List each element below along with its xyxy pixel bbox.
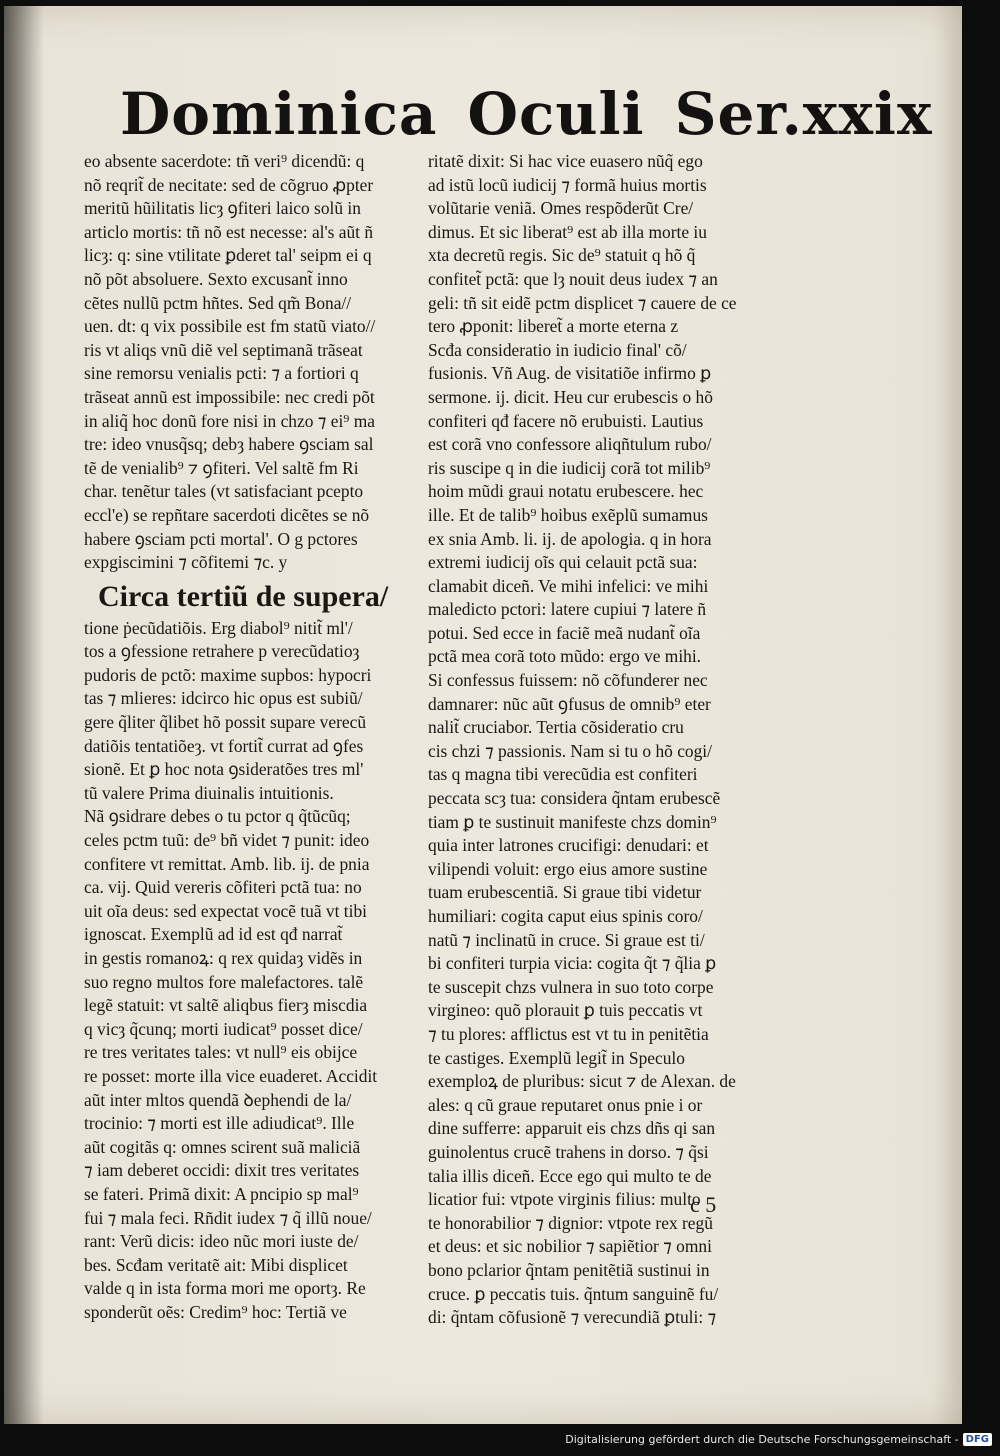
text-line: ris suscipe q in die iudicij corã tot milib⁹ (428, 457, 711, 478)
text-line: ris vt aliqs vnũ diẽ vel septimanã trãseat (84, 339, 363, 360)
text-line: licȝ: q: sine vtilitate ꝑderet tal' seipm ei q (84, 245, 372, 266)
text-line: dine sufferre: apparuit eis chzs dñs qi san (428, 1118, 716, 1139)
text-line: ⁊ iam deberet occidi: dixit tres veritates (84, 1160, 360, 1181)
text-line: ex snia Amb. li. ij. de apologia. q in hora (428, 528, 712, 549)
text-line: te suscepit chzs vulnera in suo toto corpe (428, 976, 714, 997)
text-line: aũt cogitãs q: omnes scirent suã maliciã (84, 1136, 361, 1157)
text-line: tiam ꝑ te sustinuit manifeste chzs domin⁹ (428, 811, 717, 832)
text-line: quia inter latrones crucifigi: denudari: et (428, 835, 709, 856)
text-line: tũ valere Prima diuinalis intuitionis. (84, 782, 334, 803)
text-line: eccl'e) se repñtare sacerdoti dicẽtes se nõ (84, 504, 370, 525)
text-line: in gestis romanoꝝ: q rex quidaȝ vidẽs in (84, 948, 363, 968)
text-line: uit oĩa deus: sed expectat vocẽ tuã vt tibi (84, 900, 367, 921)
dfg-logo: DFG (963, 1433, 992, 1446)
text-line: re tres veritates tales: vt null⁹ eis obijce (84, 1042, 358, 1063)
header-dominica: Dominica (120, 80, 438, 148)
text-line: sermone. ij. dicit. Heu cur erubescis o hõ (428, 386, 713, 407)
text-line: xta decretũ regis. Sic de⁹ statuit q hõ q̃ (428, 245, 696, 266)
text-line: confiteri qđ facere nõ erubuisti. Lautius (428, 410, 704, 431)
text-line: guinolentus crucẽ trahens in dorso. ⁊ q̃si (428, 1141, 709, 1162)
footer-credit: Digitalisierung gefördert durch die Deutsche Forschungsgemeinschaft - (565, 1432, 959, 1446)
text-line: sine remorsu venialis pcti: ⁊ a fortiori q (84, 363, 359, 384)
text-line: Scđa consideratio in iudicio final' cõ/ (428, 339, 687, 360)
text-line: sponderũt oẽs: Credim⁹ hoc: Tertiã ve (84, 1301, 347, 1322)
text-line: eo absente sacerdote: tñ veri⁹ dicendũ: q (84, 151, 365, 171)
text-line: ritatẽ dixit: Si hac vice euasero nũq̃ ego (428, 151, 703, 171)
text-line: di: q̃ntam cõfusionẽ ⁊ verecundiã ꝑtuli: ⁊ (428, 1307, 717, 1328)
text-line: meritũ hũilitatis licȝ ꝯfiteri laico solũ in (84, 198, 361, 219)
text-line: maledicto pctori: latere cupiui ⁊ latere ñ (428, 599, 707, 620)
text-line: tione ṗecũdatiõis. Erg diabol⁹ nitit̃ ml'/ (84, 617, 353, 638)
text-line: ille. Et de talib⁹ hoibus exẽplũ sumamus (428, 504, 708, 525)
text-line: extremi iudicij oĩs qui celauit pctã sua: (428, 552, 698, 573)
text-line: tero ꝓponit: liberet̃ a morte eterna z (428, 316, 679, 337)
text-line: tuam erubescentiã. Si graue tibi videtur (428, 882, 702, 903)
text-line: trãseat annũ est impossibile: nec credi põt (84, 386, 375, 407)
text-line: aũt inter mltos quendã ꝺephendi de la/ (84, 1089, 352, 1110)
text-line: virgineo: quõ plorauit ꝑ tuis peccatis vt (428, 1000, 703, 1021)
text-line: clamabit diceñ. Ve mihi infelici: ve mihi (428, 575, 709, 596)
text-line: hoim mũdi graui notatu erubescere. hec (428, 481, 704, 502)
header-sermon-number: Ser.xxix (674, 80, 933, 148)
text-line: fui ⁊ mala feci. Rñdit iudex ⁊ q̃ illũ noue/ (84, 1207, 372, 1228)
text-line: rant: Verũ dicis: ideo nũc mori iuste de/ (84, 1231, 359, 1252)
text-line: tas q magna tibi verecũdia est confiteri (428, 764, 698, 785)
header-oculi: Oculi (467, 80, 645, 148)
left-text-column (84, 150, 424, 1325)
text-line: talia illis diceñ. Ecce ego qui multo te de (428, 1165, 712, 1186)
text-line: ca. vij. Quid vereris cõfiteri pctã tua: no (84, 877, 362, 898)
text-line: est corã vno confessore aliqñtulum rubo/ (428, 434, 712, 455)
text-line: re posset: morte illa vice euaderet. Accidit (84, 1065, 378, 1086)
text-line: confitere vt remittat. Amb. lib. ij. de pnia (84, 853, 370, 874)
text-line: tas ⁊ mlieres: idcirco hic opus est subiũ/ (84, 688, 363, 709)
signature-mark: c 5 (690, 1192, 717, 1217)
right-text-column (428, 150, 780, 1330)
text-line: ad istũ locũ iudicij ⁊ formã huius mortis (428, 174, 707, 195)
text-line: ignoscat. Exemplũ ad id est qđ narrat̃ (84, 924, 343, 945)
text-line: et deus: et sic nobilior ⁊ sapiẽtior ⁊ omni (428, 1236, 712, 1257)
running-header (120, 80, 933, 160)
text-line: uen. dt: q vix possibile est fm statũ viato// (84, 316, 376, 337)
text-line: gere q̃liter q̃libet hõ possit supare verecũ (84, 712, 367, 733)
text-line: natũ ⁊ inclinatũ in cruce. Si graue est ti/ (428, 929, 705, 950)
text-line: q vicȝ q̃cunq; morti iudicat⁹ posset dice/ (84, 1018, 363, 1039)
text-line: in aliq̃ hoc donũ fore nisi in chzo ⁊ ei⁹ ma (84, 410, 375, 431)
text-line: exemploꝝ de pluribus: sicut ⁊ de Alexan. de (428, 1071, 736, 1092)
text-line: Si confessus fuissem: nõ cõfunderer nec (428, 670, 708, 691)
text-line: tre: ideo vnusq̃sq; debȝ habere ꝯsciam sal (84, 434, 374, 455)
text-line: se fateri. Primã dixit: A pncipio sp mal⁹ (84, 1183, 359, 1204)
text-line: habere ꝯsciam pcti mortal'. O g pctores (84, 528, 358, 549)
text-line: te honorabilior ⁊ dignior: vtpote rex regũ (428, 1212, 713, 1233)
text-line: damnarer: nũc aũt ꝯfusus de omnib⁹ eter (428, 693, 711, 714)
text-line: fusionis. Vñ Aug. de visitatiõe infirmo ꝑ (428, 363, 712, 384)
text-line: volũtarie veniã. Omes respõderũt Cre/ (428, 198, 694, 219)
text-line: celes pctm tuũ: de⁹ bñ videt ⁊ punit: ideo (84, 830, 370, 851)
text-line: Circa tertiũ de supera/ (98, 579, 389, 613)
text-line: suo regno multos fore malefactores. talẽ (84, 971, 364, 992)
text-line: articlo mortis: tñ nõ est necesse: al's aũt ñ (84, 221, 374, 242)
text-line: char. tenẽtur tales (vt satisfaciant pcepto (84, 481, 364, 502)
gutter-shadow (4, 6, 44, 1424)
text-line: ⁊ tu plores: afflictus est vt tu in penitẽtia (428, 1023, 709, 1044)
text-line: pctã mea corã toto mũdo: ergo ve mihi. (428, 646, 702, 667)
text-line: cis chzi ⁊ passionis. Nam si tu o hõ cogi/ (428, 740, 712, 761)
text-line: trocinio: ⁊ morti est ille adiudicat⁹. Ille (84, 1113, 355, 1134)
text-line: potui. Sed ecce in faciẽ meã nudant̃ oĩa (428, 622, 701, 643)
text-line: confitet̃ pctã: que lȝ nouit deus iudex ⁊ an (428, 268, 718, 289)
text-line: sionẽ. Et ꝑ hoc nota ꝯsideratões tres ml' (84, 759, 364, 780)
text-line: pudoris de pctõ: maxime supbos: hypocri (84, 664, 372, 685)
text-line: te castiges. Exemplũ legit̃ in Speculo (428, 1047, 685, 1068)
text-line: peccata scȝ tua: considera q̃ntam erubescẽ (428, 788, 721, 809)
digitization-footer (565, 1430, 992, 1448)
text-line: ales: q cũ graue reputaret onus pnie i or (428, 1094, 703, 1115)
text-line: cruce. ꝑ peccatis tuis. q̃ntum sanguinẽ fu/ (428, 1283, 719, 1304)
text-line: tos a ꝯfessione retrahere p verecũdatioȝ (84, 641, 360, 662)
text-line: nõ põt absoluere. Sexto excusant̃ inno (84, 268, 348, 289)
text-line: legẽ statuit: vt saltẽ aliqbus fierȝ miscdia (84, 995, 368, 1016)
text-line: nõ reqrit̃ de necitate: sed de cõgruo ꝓpter (84, 174, 374, 195)
text-line: bi confiteri turpia vicia: cogita q̃t ⁊ q̃lia ꝑ (428, 953, 717, 974)
text-line: expgiscimini ⁊ cõfitemi ⁊c. y (84, 552, 288, 573)
text-line: nalit̃ cruciabor. Tertia cõsideratio cru (428, 717, 684, 738)
text-line: tẽ de venialib⁹ ⁊ ꝯfiteri. Vel saltẽ fm Ri (84, 457, 359, 478)
text-line: dimus. Et sic liberat⁹ est ab illa morte iu (428, 221, 707, 242)
text-line: Nã ꝯsidrare debes o tu pctor q q̃tũcũq; (84, 806, 351, 827)
text-line: humiliari: cogita caput eius spinis coro/ (428, 906, 703, 926)
text-line: vilipendi voluit: ergo eius amore sustine (428, 858, 708, 879)
text-line: datiõis tentatiõeȝ. vt fortit̃ currat ad ꝯfes (84, 735, 364, 756)
text-line: bes. Scđam veritatẽ ait: Mibi displicet (84, 1254, 348, 1275)
text-line: cẽtes nullũ pctm hñtes. Sed qm̃ Bona// (84, 292, 352, 313)
text-line: licatior fui: vtpote virginis filius: multo (428, 1189, 701, 1210)
text-line: valde q in ista forma mori me oportȝ. Re (84, 1278, 366, 1299)
text-line: geli: tñ sit eidẽ pctm displicet ⁊ cauere de ce (428, 292, 737, 313)
text-line: bono pclarior q̃ntam penitẽtiã sustinui in (428, 1259, 710, 1280)
